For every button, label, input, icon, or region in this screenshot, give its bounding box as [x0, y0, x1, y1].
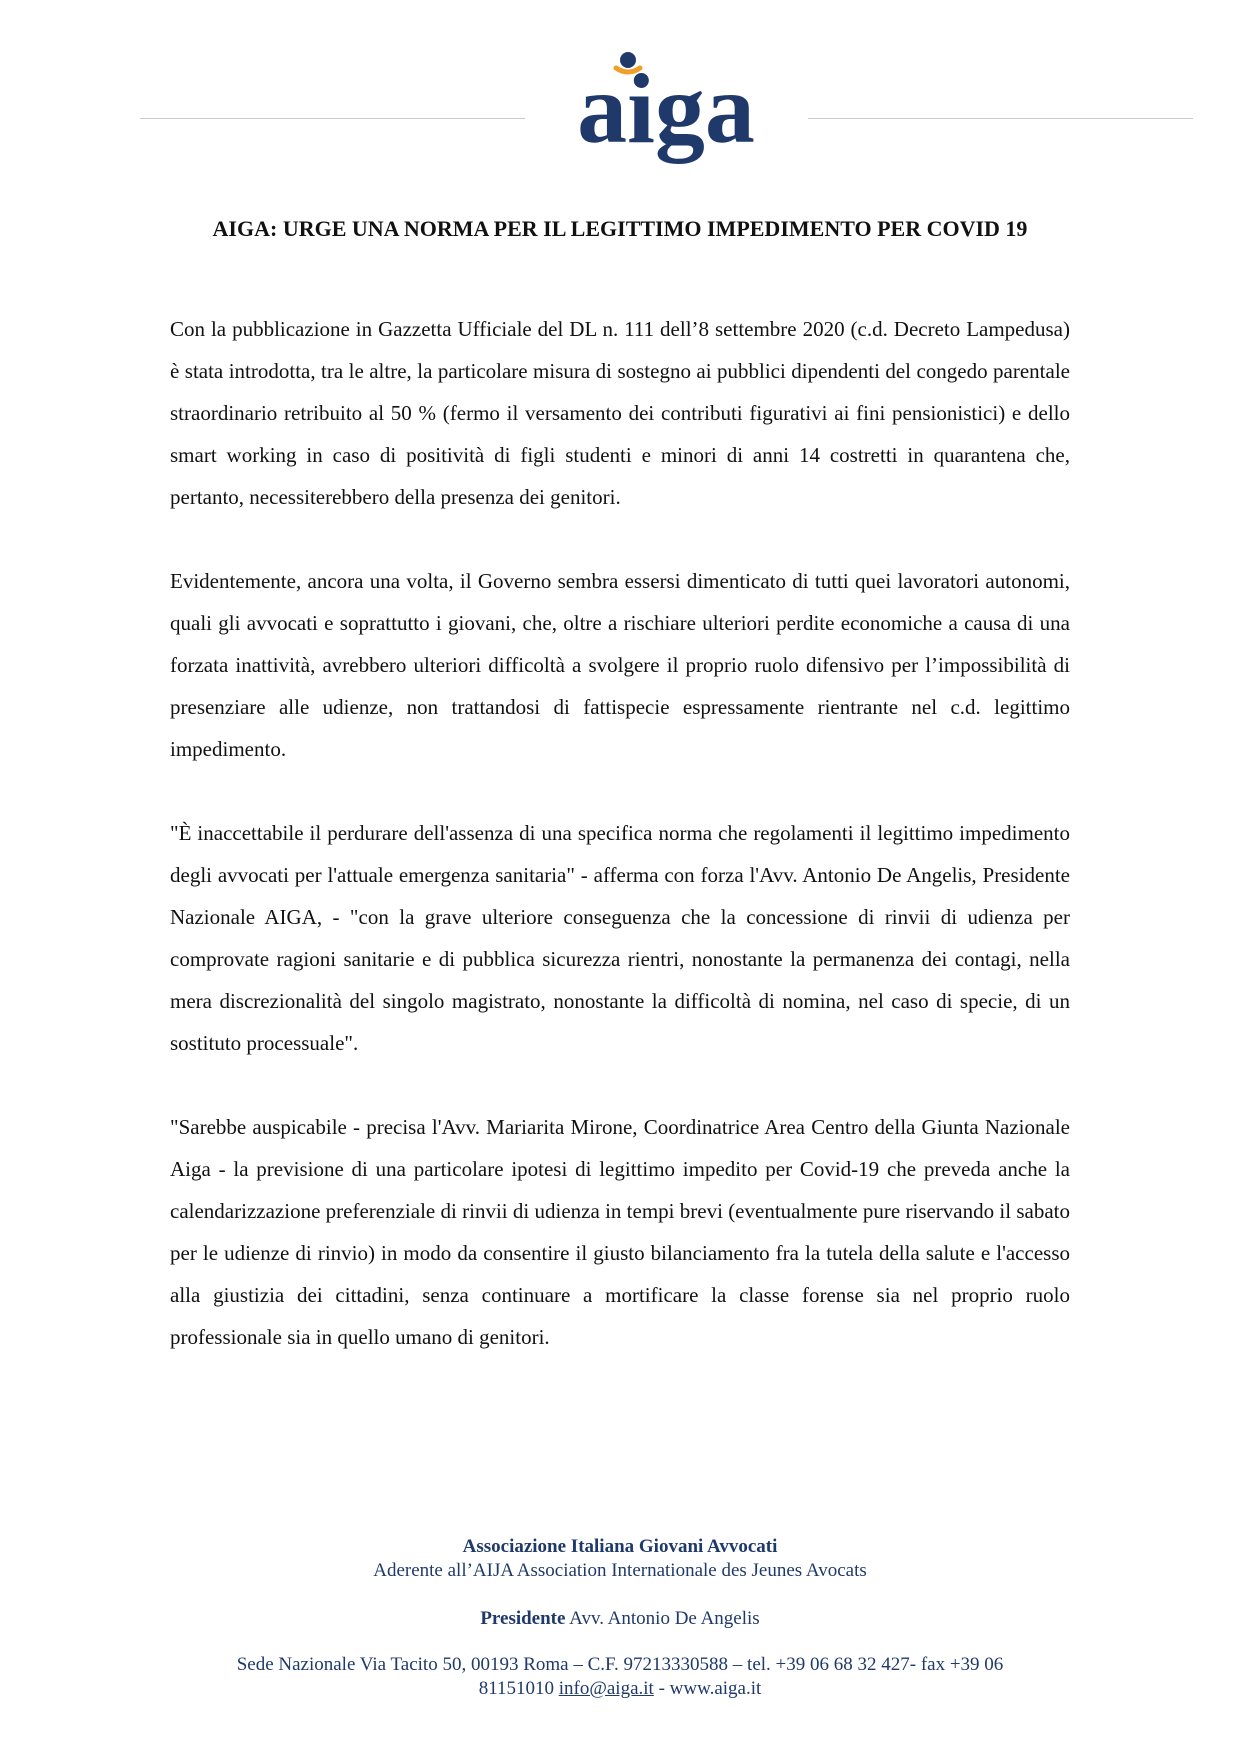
paragraph-4: "Sarebbe auspicabile - precisa l'Avv. Mariarita Mirone, Coordinatrice Area Centro della Giunta Nazionale Aiga - la previsione di una particolare ipotesi di legittimo impedito per Covid-19 che preveda anche la calendarizzazione preferenziale di rinvii di udienza in tempi brevi (eventualmente pure riservando il sabato per le udienze di rinvio) in modo da consentire il giusto bilanciamento fra la tutela della salute e l'accesso alla giustizia dei cittadini, senza continuare a mortificare la classe forense sia nel proprio ruolo professionale sia in quello umano di genitori.: [170, 1115, 1070, 1349]
president-label: Presidente: [480, 1608, 566, 1629]
aija-membership: Aderente all’AIJA Association Internationale des Jeunes Avocats: [373, 1560, 867, 1581]
email-link[interactable]: info@aiga.it: [558, 1678, 654, 1699]
logo-wordmark: aiga: [577, 53, 755, 164]
president-line: [140, 1607, 1100, 1631]
page-header: [0, 40, 1240, 180]
aiga-logo: [546, 46, 786, 176]
contact-line: [140, 1677, 1100, 1701]
paragraph-3: "È inaccettabile il perdurare dell'assenza di una specifica norma che regolamenti il legittimo impedimento degli avvocati per l'attuale emergenza sanitaria" - afferma con forza l'Avv. Antonio De Angelis, Presidente Nazionale AIGA, - "con la grave ulteriore conseguenza che la concessione di rinvii di udienza per comprovate ragioni sanitarie e di pubblica sicurezza rientri, nonostante la permanenza dei contagi, nella mera discrezionalità del singolo magistrato, nonostante la difficoltà di nomina, nel caso di specie, di un sostituto processuale".: [170, 821, 1070, 1055]
website-text: - www.aiga.it: [653, 1678, 762, 1699]
paragraph-1: Con la pubblicazione in Gazzetta Ufficiale del DL n. 111 dell’8 settembre 2020 (c.d. Decreto Lampedusa) è stata introdotta, tra le altre, la particolare misura di sostegno ai pubblici dipendenti del congedo parentale straordinario retribuito al 50 % (fermo il versamento dei contributi figurativi ai fini pensionistici) e dello smart working in caso di positività di figli studenti e minori di anni 14 costretti in quarantena che, pertanto, necessiterebbero della presenza dei genitori.: [170, 317, 1070, 509]
president-name: Avv. Antonio De Angelis: [565, 1608, 760, 1629]
header-rule-left: [140, 118, 525, 119]
paragraph-2: Evidentemente, ancora una volta, il Governo sembra essersi dimenticato di tutti quei lavoratori autonomi, quali gli avvocati e soprattutto i giovani, che, oltre a rischiare ulteriori perdite economiche a causa di una forzata inattività, avrebbero ulteriori difficoltà a svolgere il proprio ruolo difensivo per l’impossibilità di presenziare alle udienze, non trattandosi di fattispecie espressamente rientrante nel c.d. legittimo impedimento.: [170, 569, 1070, 761]
org-name: Associazione Italiana Giovani Avvocati: [462, 1536, 778, 1557]
address-line: Sede Nazionale Via Tacito 50, 00193 Roma – C.F. 97213330588 – tel. +39 06 68 32 427- fax +39 06: [236, 1654, 1004, 1675]
press-release-body: [170, 308, 1070, 1400]
page-footer: [140, 1535, 1100, 1701]
fax-continuation: 81151010: [478, 1678, 559, 1699]
header-rule-right: [808, 118, 1193, 119]
press-release-title: AIGA: URGE UNA NORMA PER IL LEGITTIMO IMPEDIMENTO PER COVID 19: [212, 216, 1028, 241]
